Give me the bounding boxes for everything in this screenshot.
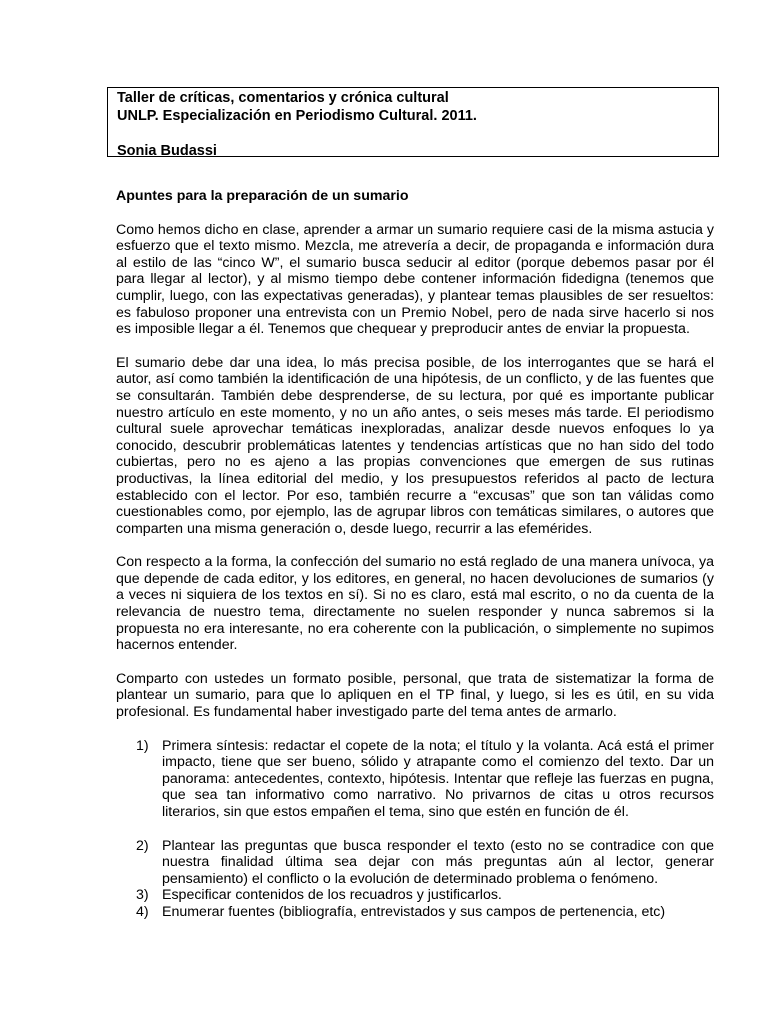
- section-title: Apuntes para la preparación de un sumario: [116, 188, 409, 204]
- list-item-number: 1): [136, 737, 149, 754]
- paragraph-2: El sumario debe dar una idea, lo más precisa posible, de los interrogantes que se hará el autor, así como también la identificación de una hipótesis, de un conflicto, y de las fuentes que se consultarán. También debe desprenderse, de su lectura, por qué es importante publicar nuestro artículo en este momento, y no un año antes, o seis meses más tarde. El periodismo cultural suele aprovechar temáticas inexploradas, analizar desde nuevos enfoques lo ya conocido, descubrir problemáticas latentes y tendencias artísticas que no han sido del todo cubiertas, pero no es ajeno a las propias convenciones que emergen de sus rutinas productivas, la línea editorial del medio, y los presupuestos referidos al pacto de lectura establecido con el lector. Por eso, también recurre a “excusas” que son tan válidas como cuestionables como, por ejemplo, las de agrupar libros con temáticas similares, o autores que comparten una misma generación o, desde luego, recurrir a las efemérides.: [116, 354, 714, 537]
- list-item-number: 3): [136, 887, 149, 904]
- header-box: [107, 87, 719, 157]
- list-item: [116, 838, 714, 888]
- course-title: Taller de críticas, comentarios y crónica cultural: [117, 90, 449, 106]
- list-item-text: Primera síntesis: redactar el copete de la nota; el título y la volanta. Acá está el primer impacto, tiene que ser bueno, sólido y atrapante como el comienzo del texto. Dar un panorama: antecedentes, contexto, hipótesis. Intentar que refleje las fuerzas en pugna, que sea tan informativo como narrativo. No privarnos de citas u otros recursos literarios, sin que estos empañen el tema, sino que estén en función de él.: [162, 737, 714, 820]
- steps-list: [116, 738, 714, 921]
- paragraph-4: Comparto con ustedes un formato posible, personal, que trata de sistematizar la forma de plantear un sumario, para que lo apliquen en el TP final, y luego, si les es útil, en su vida profesional. Es fundamental haber investigado parte del tema antes de armarlo.: [116, 670, 714, 721]
- author-name: Sonia Budassi: [117, 143, 217, 159]
- list-item: [116, 738, 714, 821]
- list-item-text: Plantear las preguntas que busca responder el texto (esto no se contradice con que nuestra finalidad última sea dejar con más preguntas aún al lector, generar pensamiento) el conflicto o la evolución de determinado problema o fenómeno.: [162, 837, 714, 887]
- list-item-text: Enumerar fuentes (bibliografía, entrevistados y sus campos de pertenencia, etc): [162, 903, 666, 920]
- list-item: [116, 887, 714, 904]
- list-item-number: 2): [136, 837, 149, 854]
- institution-line: UNLP. Especialización en Periodismo Cultural. 2011.: [117, 108, 477, 124]
- list-item-text: Especificar contenidos de los recuadros y justificarlos.: [162, 887, 502, 904]
- document-body: [116, 188, 714, 921]
- paragraph-3: Con respecto a la forma, la confección del sumario no está reglado de una manera unívoca, ya que depende de cada editor, y los editores, en general, no hacen devoluciones de sumarios (y a veces ni siquiera de los textos en sí). Si no es claro, está mal escrito, o no da cuenta de la relevancia de nuestro tema, directamente no suelen responder y nunca sabremos si la propuesta no era interesante, no era coherente con la publicación, o simplemente no supimos hacernos entender.: [116, 554, 714, 654]
- list-item-number: 4): [136, 903, 149, 920]
- paragraph-1: Como hemos dicho en clase, aprender a armar un sumario requiere casi de la misma astucia y esfuerzo que el texto mismo. Mezcla, me atrevería a decir, de propaganda e información dura al estilo de las “cinco W”, el sumario busca seducir al editor (porque debemos pasar por él para llegar al lector), y al mismo tiempo debe contener información fidedigna (tenemos que cumplir, luego, con las expectativas generadas), y plantear temas plausibles de ser resueltos: es fabuloso proponer una entrevista con un Premio Nobel, pero de nada sirve hacerlo si nos es imposible llegar a él. Tenemos que chequear y preproducir antes de enviar la propuesta.: [116, 221, 714, 338]
- list-item: [116, 904, 714, 921]
